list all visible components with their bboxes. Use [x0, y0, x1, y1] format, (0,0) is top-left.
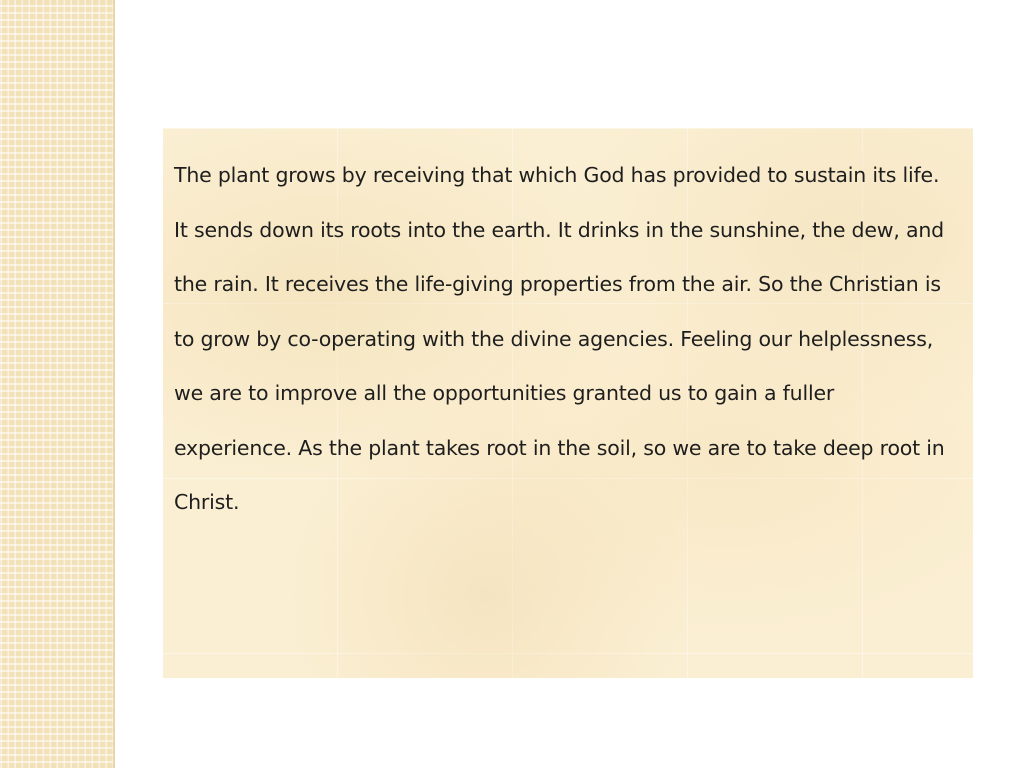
body-text: The plant grows by receiving that which God has provided to sustain its life. It sends down its roots into the earth. It drinks in the sunshine, the dew, and the rain. It receives the life-giving properties from the air. So the Christian is to grow by co-operating with the divine agencies. Feeling our helplessness, we are to improve all the opportunities granted us to gain a fuller experience. As the plant takes root in the soil, so we are to take deep root in Christ.	[174, 163, 945, 514]
text-panel	[163, 128, 973, 678]
decorative-side-pattern	[0, 0, 115, 768]
